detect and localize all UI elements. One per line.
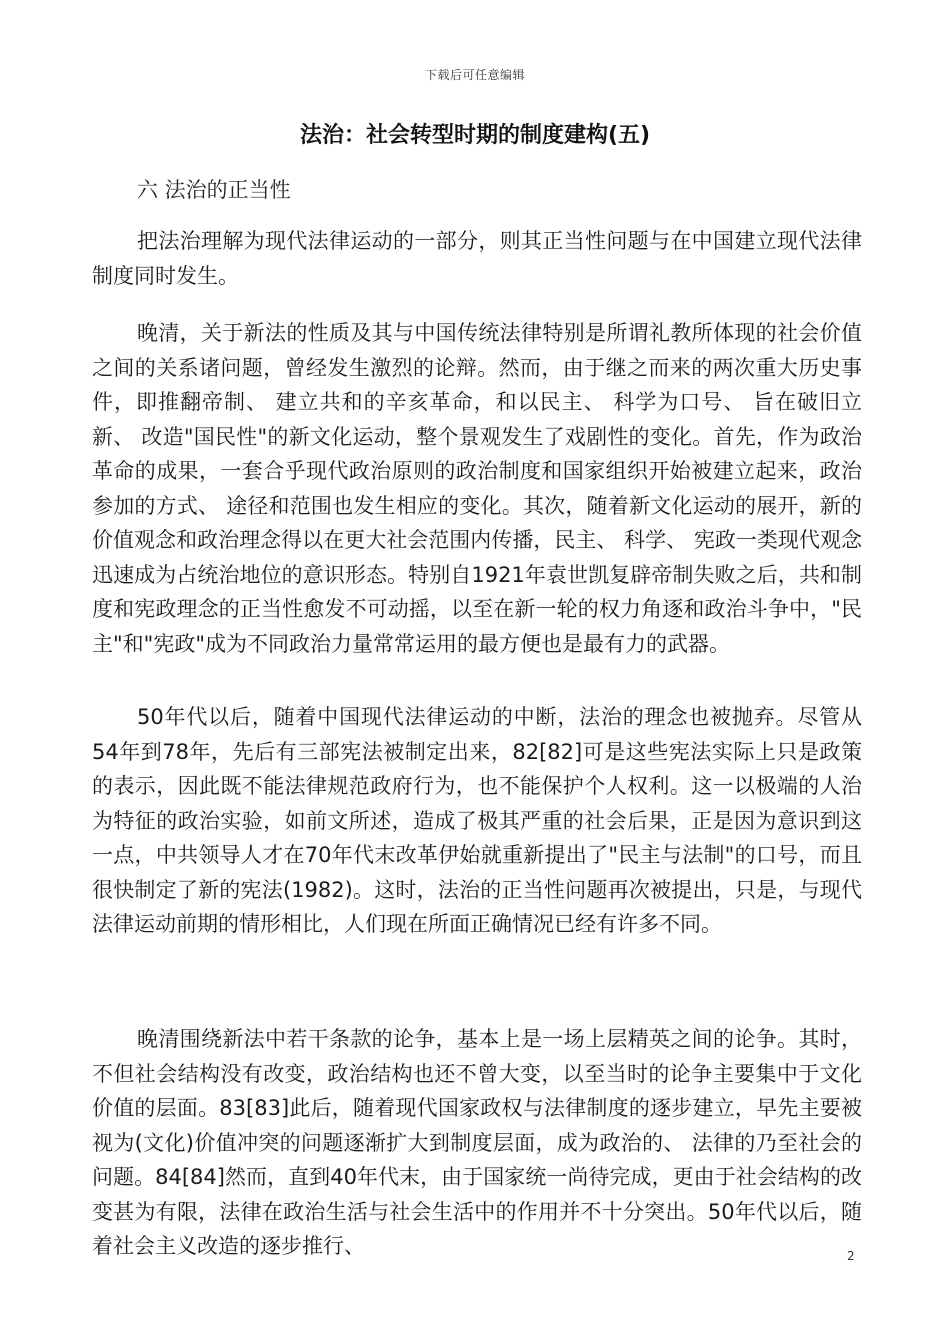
paragraph-2: 晚清，关于新法的性质及其与中国传统法律特别是所谓礼教所体现的社会价值之间的关系诸问题，曾经发生激烈的论辩。然而，由于继之而来的两次重大历史事件，即推翻帝制、 建立共和的辛亥革命，和以民主、 科学为口号、 旨在破旧立新、 改造"国民性"的新文化运动，整个景观发生了戏剧性的变化。首先，作为政治革命的成果，一套合乎现代政治原则的政治制度和国家组织开始被建立起来，政治参加的方式、 途径和范围也发生相应的变化。其次，随着新文化运动的展开，新的价值观念和政治理念得以在更大社会范围内传播，民主、 科学、 宪政一类现代观念迅速成为占统治地位的意识形态。特别自1921年袁世凯复辟帝制失败之后，共和制度和宪政理念的正当性愈发不可动摇，以至在新一轮的权力角逐和政治斗争中，"民主"和"宪政"成为不同政治力量常常运用的最方便也是最有力的武器。 <box>92 321 862 656</box>
document-title: 法治：社会转型时期的制度建构(五) <box>299 123 651 148</box>
page-number: 2 <box>847 1249 855 1263</box>
paragraph-1: 把法治理解为现代法律运动的一部分，则其正当性问题与在中国建立现代法律制度同时发生。 <box>92 229 862 288</box>
paragraph-3: 50年代以后，随着中国现代法律运动的中断，法治的理念也被抛弃。尽管从54年到78年，先后有三部宪法被制定出来，82[82]可是这些宪法实际上只是政策的表示，因此既不能法律规范政府行为，也不能保护个人权利。这一以极端的人治为特征的政治实验，如前文所述，造成了极其严重的社会后果，正是因为意识到这一点，中共领导人才在70年代末改革伊始就重新提出了"民主与法制"的口号，而且很快制定了新的宪法(1982)。这时，法治的正当性问题再次被提出，只是，与现代法律运动前期的情形相比，人们现在所面正确情况已经有许多不同。 <box>92 705 862 936</box>
section-heading: 六 法治的正当性 <box>137 178 291 202</box>
paragraph-4: 晚清围绕新法中若干条款的论争，基本上是一场上层精英之间的论争。其时，不但社会结构没有改变，政治结构也还不曾大变，以至当时的论争主要集中于文化价值的层面。83[83]此后，随着现代国家政权与法律制度的逐步建立，早先主要被视为(文化)价值冲突的问题逐渐扩大到制度层面，成为政治的、 法律的乃至社会的问题。84[84]然而，直到40年代末，由于国家统一尚待完成，更由于社会结构的改变甚为有限，法律在政治生活与社会生活中的作用并不十分突出。50年代以后，随着社会主义改造的逐步推行、 <box>92 1027 862 1258</box>
page-header-note: 下载后可任意编辑 <box>424 68 525 82</box>
